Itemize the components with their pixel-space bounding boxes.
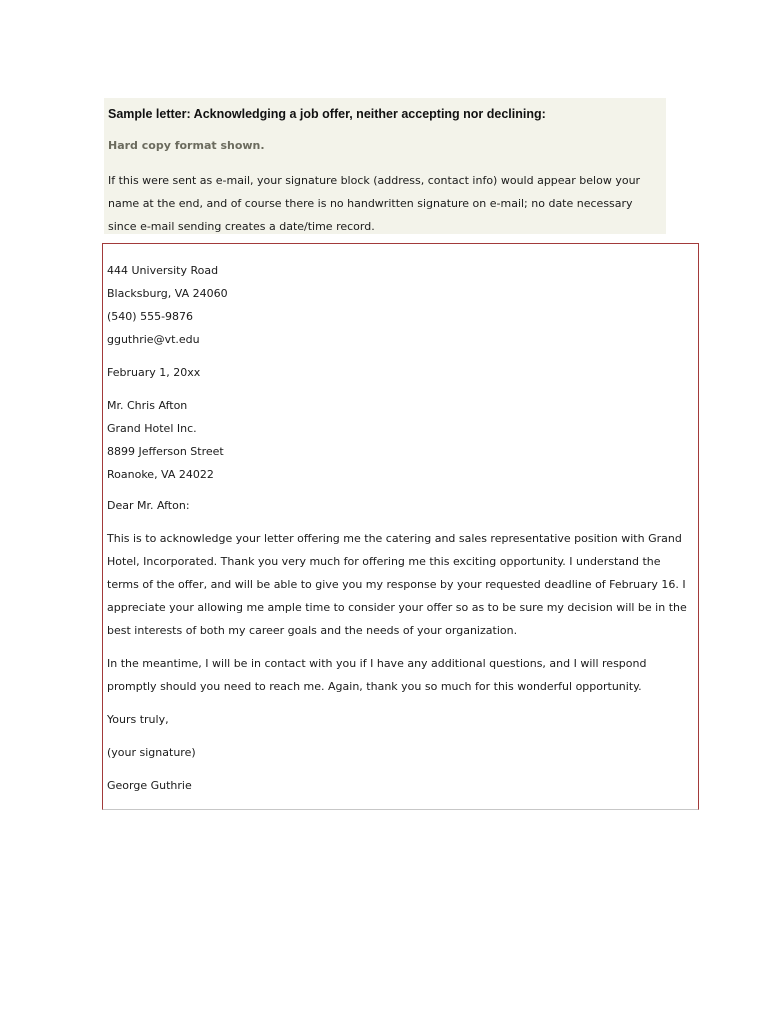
salutation: Dear Mr. Afton: — [107, 499, 190, 512]
sender-city-state-zip: Blacksburg, VA 24060 — [107, 287, 228, 300]
signer-name: George Guthrie — [107, 779, 192, 792]
sender-street: 444 University Road — [107, 264, 219, 277]
intro-note: If this were sent as e-mail, your signature block (address, contact info) would appear below your name at the end, and of course there is no handwritten signature on e-mail; no date necessary since e-mail sending creates a date/time record. — [108, 174, 641, 233]
letter-date: February 1, 20xx — [107, 366, 201, 379]
letter-body — [107, 259, 687, 797]
signature-placeholder: (your signature) — [107, 746, 196, 759]
body-paragraph-1: This is to acknowledge your letter offering me the catering and sales representative position with Grand Hotel, Incorporated. Thank you very much for offering me this exciting opportunity. I understand the terms of the offer, and will be able to give you my response by your requested deadline of February 16. I appreciate your allowing me ample time to consider your offer so as to be sure my decision will be in the best interests of both my career goals and the needs of your organization. — [107, 532, 687, 637]
sender-phone: (540) 555-9876 — [107, 310, 194, 323]
sender-address-block — [107, 259, 687, 351]
closing: Yours truly, — [107, 713, 169, 726]
intro-panel — [104, 98, 666, 234]
body-paragraph-2: In the meantime, I will be in contact with you if I have any additional questions, and I will respond promptly should you need to reach me. Again, thank you so much for this wonderful opportunity. — [107, 657, 647, 693]
recipient-address-block — [107, 394, 687, 486]
sender-email: gguthrie@vt.edu — [107, 333, 200, 346]
intro-heading: Sample letter: Acknowledging a job offer, neither accepting nor declining: — [108, 107, 546, 121]
recipient-city-state-zip: Roanoke, VA 24022 — [107, 468, 214, 481]
recipient-company: Grand Hotel Inc. — [107, 422, 197, 435]
intro-subheading: Hard copy format shown. — [108, 139, 265, 152]
recipient-name: Mr. Chris Afton — [107, 399, 188, 412]
letter-frame — [102, 243, 699, 810]
recipient-street: 8899 Jefferson Street — [107, 445, 224, 458]
